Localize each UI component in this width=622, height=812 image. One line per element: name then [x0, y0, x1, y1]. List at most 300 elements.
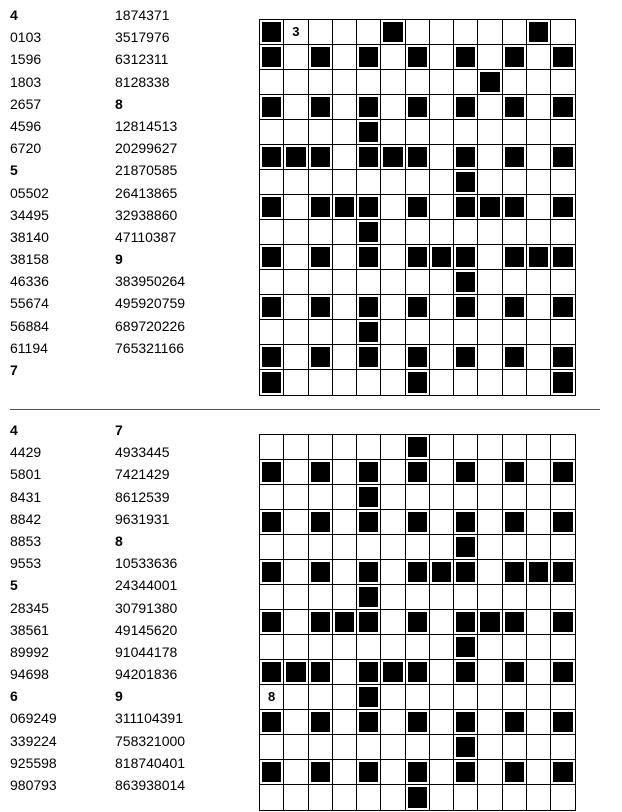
grid-cell[interactable] [357, 735, 381, 760]
grid-cell[interactable] [333, 685, 357, 710]
black-cell [260, 370, 284, 395]
black-cell [503, 460, 527, 485]
grid-cell[interactable] [284, 510, 308, 535]
grid-cell[interactable] [333, 45, 357, 70]
grid-cell[interactable] [333, 535, 357, 560]
grid-cell[interactable] [551, 70, 575, 95]
grid-cell[interactable] [478, 370, 502, 395]
grid-cell[interactable] [284, 585, 308, 610]
black-cell [381, 145, 405, 170]
word-entry: 21870585 [115, 162, 178, 179]
grid-cell[interactable] [503, 170, 527, 195]
grid-cell[interactable] [430, 270, 454, 295]
grid-cell[interactable] [357, 370, 381, 395]
length-heading: 8 [115, 532, 123, 549]
grid-cell[interactable] [430, 370, 454, 395]
grid-cell[interactable] [503, 585, 527, 610]
grid-cell[interactable] [478, 735, 502, 760]
grid-cell[interactable] [503, 70, 527, 95]
word-entry: 94698 [10, 666, 49, 683]
grid-cell[interactable] [527, 220, 551, 245]
grid-cell[interactable] [260, 785, 284, 810]
black-cell [260, 20, 284, 45]
grid-cell[interactable] [260, 635, 284, 660]
grid-cell[interactable] [333, 460, 357, 485]
grid-cell[interactable] [478, 710, 502, 735]
grid-cell[interactable] [333, 145, 357, 170]
word-entry: 49145620 [115, 621, 178, 638]
grid-cell[interactable] [333, 370, 357, 395]
black-cell [309, 660, 333, 685]
grid-cell[interactable] [478, 270, 502, 295]
grid-cell[interactable] [430, 70, 454, 95]
grid-cell[interactable] [503, 370, 527, 395]
grid-cell[interactable] [503, 20, 527, 45]
grid-cell[interactable] [527, 610, 551, 635]
grid-cell[interactable] [551, 735, 575, 760]
grid-cell[interactable] [381, 685, 405, 710]
grid-cell[interactable] [357, 70, 381, 95]
grid-cell[interactable] [284, 345, 308, 370]
grid-cell[interactable] [430, 535, 454, 560]
grid-cell[interactable] [527, 710, 551, 735]
grid-cell[interactable] [333, 170, 357, 195]
grid-cell[interactable] [478, 635, 502, 660]
grid-cell[interactable] [381, 460, 405, 485]
grid-cell[interactable] [260, 485, 284, 510]
grid-cell[interactable] [503, 320, 527, 345]
grid-cell[interactable] [430, 585, 454, 610]
word-entry: 91044178 [115, 643, 178, 660]
grid-cell[interactable] [357, 270, 381, 295]
grid-cell[interactable] [551, 120, 575, 145]
grid-cell[interactable] [284, 270, 308, 295]
grid-cell[interactable] [430, 460, 454, 485]
crossword-grid [259, 19, 576, 396]
grid-cell[interactable] [551, 170, 575, 195]
grid-cell[interactable] [333, 660, 357, 685]
grid-cell[interactable] [333, 485, 357, 510]
grid-cell[interactable] [406, 735, 430, 760]
grid-cell[interactable] [333, 635, 357, 660]
grid-cell[interactable] [333, 585, 357, 610]
grid-cell[interactable] [527, 510, 551, 535]
grid-cell[interactable] [333, 510, 357, 535]
grid-cell[interactable] [478, 660, 502, 685]
grid-cell[interactable] [551, 320, 575, 345]
grid-cell[interactable] [478, 295, 502, 320]
grid-cell[interactable] [357, 635, 381, 660]
grid-cell[interactable] [430, 295, 454, 320]
grid-cell[interactable] [284, 685, 308, 710]
grid-cell[interactable] [527, 435, 551, 460]
grid-cell[interactable] [284, 460, 308, 485]
grid-cell[interactable] [309, 585, 333, 610]
grid-cell[interactable] [478, 685, 502, 710]
grid-cell[interactable] [381, 320, 405, 345]
grid-cell[interactable] [527, 45, 551, 70]
grid-cell[interactable] [503, 120, 527, 145]
grid-cell[interactable] [478, 485, 502, 510]
grid-cell[interactable] [430, 220, 454, 245]
grid-cell[interactable] [430, 660, 454, 685]
black-cell [503, 345, 527, 370]
grid-cell[interactable] [503, 535, 527, 560]
black-cell [309, 345, 333, 370]
grid-cell[interactable] [381, 45, 405, 70]
grid-cell[interactable] [333, 320, 357, 345]
grid-cell[interactable] [284, 735, 308, 760]
grid-cell[interactable] [333, 295, 357, 320]
black-cell [260, 460, 284, 485]
grid-cell[interactable] [454, 685, 478, 710]
grid-cell[interactable] [333, 435, 357, 460]
black-cell [551, 610, 575, 635]
grid-cell[interactable] [260, 120, 284, 145]
grid-cell[interactable] [454, 370, 478, 395]
grid-cell[interactable] [309, 535, 333, 560]
grid-cell[interactable] [381, 295, 405, 320]
black-cell [357, 320, 381, 345]
grid-cell[interactable] [333, 270, 357, 295]
grid-cell[interactable] [333, 220, 357, 245]
black-cell [454, 345, 478, 370]
grid-cell[interactable] [381, 435, 405, 460]
black-cell [503, 710, 527, 735]
black-cell [309, 510, 333, 535]
word-list-right [115, 419, 225, 796]
grid-cell[interactable] [284, 320, 308, 345]
grid-cell[interactable] [503, 485, 527, 510]
grid-cell[interactable] [381, 635, 405, 660]
grid-cell[interactable] [381, 760, 405, 785]
black-cell [357, 220, 381, 245]
grid-cell[interactable] [478, 345, 502, 370]
grid-cell[interactable] [357, 20, 381, 45]
grid-cell[interactable] [454, 220, 478, 245]
grid-cell[interactable] [551, 270, 575, 295]
grid-cell[interactable] [478, 760, 502, 785]
grid-cell[interactable] [430, 195, 454, 220]
grid-cell[interactable] [284, 295, 308, 320]
grid-cell[interactable] [309, 120, 333, 145]
grid-cell[interactable] [260, 735, 284, 760]
grid-cell[interactable] [406, 170, 430, 195]
grid-cell[interactable] [333, 710, 357, 735]
grid-cell[interactable] [527, 345, 551, 370]
grid-cell[interactable] [333, 20, 357, 45]
grid-cell[interactable] [551, 635, 575, 660]
grid-cell[interactable] [527, 270, 551, 295]
grid-cell[interactable] [430, 120, 454, 145]
word-entry: 9631931 [115, 510, 170, 527]
grid-cell[interactable] [333, 70, 357, 95]
grid-cell[interactable] [527, 585, 551, 610]
grid-cell[interactable] [478, 220, 502, 245]
grid-cell[interactable] [551, 20, 575, 45]
grid-cell[interactable] [284, 635, 308, 660]
grid-cell[interactable] [551, 485, 575, 510]
grid-cell[interactable] [478, 535, 502, 560]
word-entry: 20299627 [115, 140, 178, 157]
grid-cell[interactable] [478, 20, 502, 45]
grid-cell[interactable] [260, 170, 284, 195]
black-cell [503, 95, 527, 120]
grid-cell[interactable] [284, 710, 308, 735]
grid-cell[interactable] [333, 785, 357, 810]
grid-cell[interactable] [454, 785, 478, 810]
grid-cell[interactable] [454, 20, 478, 45]
grid-cell[interactable] [309, 20, 333, 45]
grid-cell[interactable] [284, 435, 308, 460]
black-cell [454, 535, 478, 560]
grid-cell[interactable] [381, 345, 405, 370]
grid-cell[interactable] [284, 120, 308, 145]
black-cell [454, 635, 478, 660]
grid-cell[interactable] [381, 585, 405, 610]
black-cell [551, 295, 575, 320]
grid-cell[interactable] [381, 560, 405, 585]
grid-cell[interactable] [430, 685, 454, 710]
grid-cell[interactable] [260, 685, 284, 710]
grid-cell[interactable] [284, 45, 308, 70]
black-cell [551, 760, 575, 785]
grid-cell[interactable] [284, 20, 308, 45]
grid-cell[interactable] [478, 435, 502, 460]
grid-cell[interactable] [527, 735, 551, 760]
grid-cell[interactable] [284, 535, 308, 560]
grid-cell[interactable] [284, 485, 308, 510]
grid-cell[interactable] [430, 20, 454, 45]
black-cell [551, 345, 575, 370]
grid-cell[interactable] [284, 610, 308, 635]
grid-cell[interactable] [478, 585, 502, 610]
grid-cell[interactable] [381, 485, 405, 510]
black-cell [284, 145, 308, 170]
grid-cell[interactable] [503, 685, 527, 710]
grid-cell[interactable] [430, 485, 454, 510]
grid-cell[interactable] [527, 120, 551, 145]
grid-cell[interactable] [527, 95, 551, 120]
grid-cell[interactable] [527, 195, 551, 220]
grid-cell[interactable] [551, 585, 575, 610]
word-entry: 8128338 [115, 73, 170, 90]
grid-cell[interactable] [430, 735, 454, 760]
grid-cell[interactable] [260, 270, 284, 295]
grid-cell[interactable] [406, 485, 430, 510]
grid-cell[interactable] [430, 610, 454, 635]
grid-cell[interactable] [454, 585, 478, 610]
black-cell [503, 510, 527, 535]
grid-cell[interactable] [454, 435, 478, 460]
grid-cell[interactable] [478, 170, 502, 195]
grid-cell[interactable] [284, 560, 308, 585]
grid-cell[interactable] [381, 270, 405, 295]
grid-cell[interactable] [381, 710, 405, 735]
grid-cell[interactable] [284, 785, 308, 810]
grid-cell[interactable] [503, 785, 527, 810]
grid-cell[interactable] [551, 785, 575, 810]
black-cell [503, 610, 527, 635]
grid-cell[interactable] [333, 120, 357, 145]
grid-cell[interactable] [309, 635, 333, 660]
grid-cell[interactable] [430, 710, 454, 735]
grid-cell[interactable] [478, 460, 502, 485]
grid-cell[interactable] [406, 270, 430, 295]
grid-cell[interactable] [381, 195, 405, 220]
grid-cell[interactable] [309, 170, 333, 195]
grid-cell[interactable] [454, 70, 478, 95]
grid-cell[interactable] [430, 635, 454, 660]
grid-cell[interactable] [260, 585, 284, 610]
grid-cell[interactable] [381, 170, 405, 195]
grid-cell[interactable] [430, 320, 454, 345]
black-cell [551, 245, 575, 270]
grid-cell[interactable] [284, 70, 308, 95]
black-cell [454, 735, 478, 760]
grid-cell[interactable] [260, 220, 284, 245]
grid-cell[interactable] [357, 785, 381, 810]
grid-cell[interactable] [260, 535, 284, 560]
grid-cell[interactable] [430, 170, 454, 195]
grid-cell[interactable] [406, 685, 430, 710]
grid-cell[interactable] [260, 70, 284, 95]
grid-cell[interactable] [333, 95, 357, 120]
black-cell [260, 760, 284, 785]
grid-cell[interactable] [309, 370, 333, 395]
grid-cell[interactable] [478, 560, 502, 585]
grid-cell[interactable] [527, 295, 551, 320]
grid-cell[interactable] [260, 435, 284, 460]
grid-cell[interactable] [527, 685, 551, 710]
grid-cell[interactable] [381, 610, 405, 635]
grid-cell[interactable] [478, 120, 502, 145]
grid-cell[interactable] [406, 120, 430, 145]
grid-cell[interactable] [527, 785, 551, 810]
grid-cell[interactable] [503, 435, 527, 460]
grid-cell[interactable] [430, 760, 454, 785]
grid-cell[interactable] [527, 485, 551, 510]
grid-cell[interactable] [551, 535, 575, 560]
grid-cell[interactable] [430, 95, 454, 120]
grid-cell[interactable] [333, 735, 357, 760]
grid-cell[interactable] [503, 635, 527, 660]
grid-cell[interactable] [478, 95, 502, 120]
grid-cell[interactable] [260, 320, 284, 345]
grid-cell[interactable] [430, 345, 454, 370]
grid-cell[interactable] [430, 45, 454, 70]
grid-cell[interactable] [381, 120, 405, 145]
grid-cell[interactable] [284, 95, 308, 120]
grid-cell[interactable] [309, 435, 333, 460]
grid-cell[interactable] [309, 485, 333, 510]
word-entry: 1874371 [115, 7, 170, 23]
grid-cell[interactable] [527, 145, 551, 170]
grid-cell[interactable] [381, 535, 405, 560]
grid-cell[interactable] [406, 635, 430, 660]
grid-cell[interactable] [478, 510, 502, 535]
grid-cell[interactable] [430, 510, 454, 535]
grid-cell[interactable] [309, 735, 333, 760]
grid-cell[interactable] [381, 370, 405, 395]
grid-cell[interactable] [381, 785, 405, 810]
grid-cell[interactable] [478, 145, 502, 170]
grid-cell[interactable] [406, 535, 430, 560]
grid-cell[interactable] [357, 435, 381, 460]
grid-cell[interactable] [284, 370, 308, 395]
grid-cell[interactable] [406, 585, 430, 610]
grid-cell[interactable] [527, 170, 551, 195]
grid-cell[interactable] [503, 270, 527, 295]
grid-cell[interactable] [527, 660, 551, 685]
grid-cell[interactable] [381, 510, 405, 535]
word-entry: 863938014 [115, 777, 186, 793]
grid-cell[interactable] [309, 220, 333, 245]
grid-cell[interactable] [284, 220, 308, 245]
grid-cell[interactable] [430, 435, 454, 460]
grid-cell[interactable] [478, 785, 502, 810]
grid-cell[interactable] [551, 435, 575, 460]
grid-cell[interactable] [527, 320, 551, 345]
grid-cell[interactable] [406, 70, 430, 95]
grid-cell[interactable] [454, 120, 478, 145]
grid-cell[interactable] [503, 220, 527, 245]
grid-cell[interactable] [309, 320, 333, 345]
grid-cell[interactable] [478, 320, 502, 345]
grid-cell[interactable] [357, 535, 381, 560]
grid-cell[interactable] [284, 760, 308, 785]
grid-cell[interactable] [406, 20, 430, 45]
grid-cell[interactable] [333, 245, 357, 270]
grid-cell[interactable] [430, 785, 454, 810]
grid-cell[interactable] [333, 560, 357, 585]
grid-cell[interactable] [527, 460, 551, 485]
grid-cell[interactable] [381, 735, 405, 760]
grid-cell[interactable] [333, 345, 357, 370]
grid-cell[interactable] [381, 220, 405, 245]
grid-cell[interactable] [527, 535, 551, 560]
grid-cell[interactable] [309, 70, 333, 95]
grid-cell[interactable] [503, 735, 527, 760]
word-entry: 9553 [10, 555, 42, 572]
grid-cell[interactable] [381, 70, 405, 95]
grid-cell[interactable] [527, 370, 551, 395]
grid-cell[interactable] [478, 45, 502, 70]
grid-cell[interactable] [381, 245, 405, 270]
grid-cell[interactable] [284, 170, 308, 195]
grid-cell[interactable] [527, 635, 551, 660]
grid-cell[interactable] [381, 95, 405, 120]
grid-cell[interactable] [551, 220, 575, 245]
grid-cell[interactable] [454, 485, 478, 510]
grid-cell[interactable] [357, 170, 381, 195]
grid-cell[interactable] [430, 145, 454, 170]
grid-cell[interactable] [309, 785, 333, 810]
grid-cell[interactable] [527, 70, 551, 95]
grid-cell[interactable] [527, 760, 551, 785]
grid-cell[interactable] [309, 270, 333, 295]
grid-cell[interactable] [551, 685, 575, 710]
black-cell [406, 45, 430, 70]
grid-cell[interactable] [454, 320, 478, 345]
grid-cell[interactable] [478, 245, 502, 270]
grid-cell[interactable] [406, 220, 430, 245]
grid-cell[interactable] [309, 685, 333, 710]
grid-cell[interactable] [333, 760, 357, 785]
grid-cell[interactable] [284, 195, 308, 220]
grid-cell[interactable] [284, 245, 308, 270]
grid-cell[interactable] [406, 320, 430, 345]
